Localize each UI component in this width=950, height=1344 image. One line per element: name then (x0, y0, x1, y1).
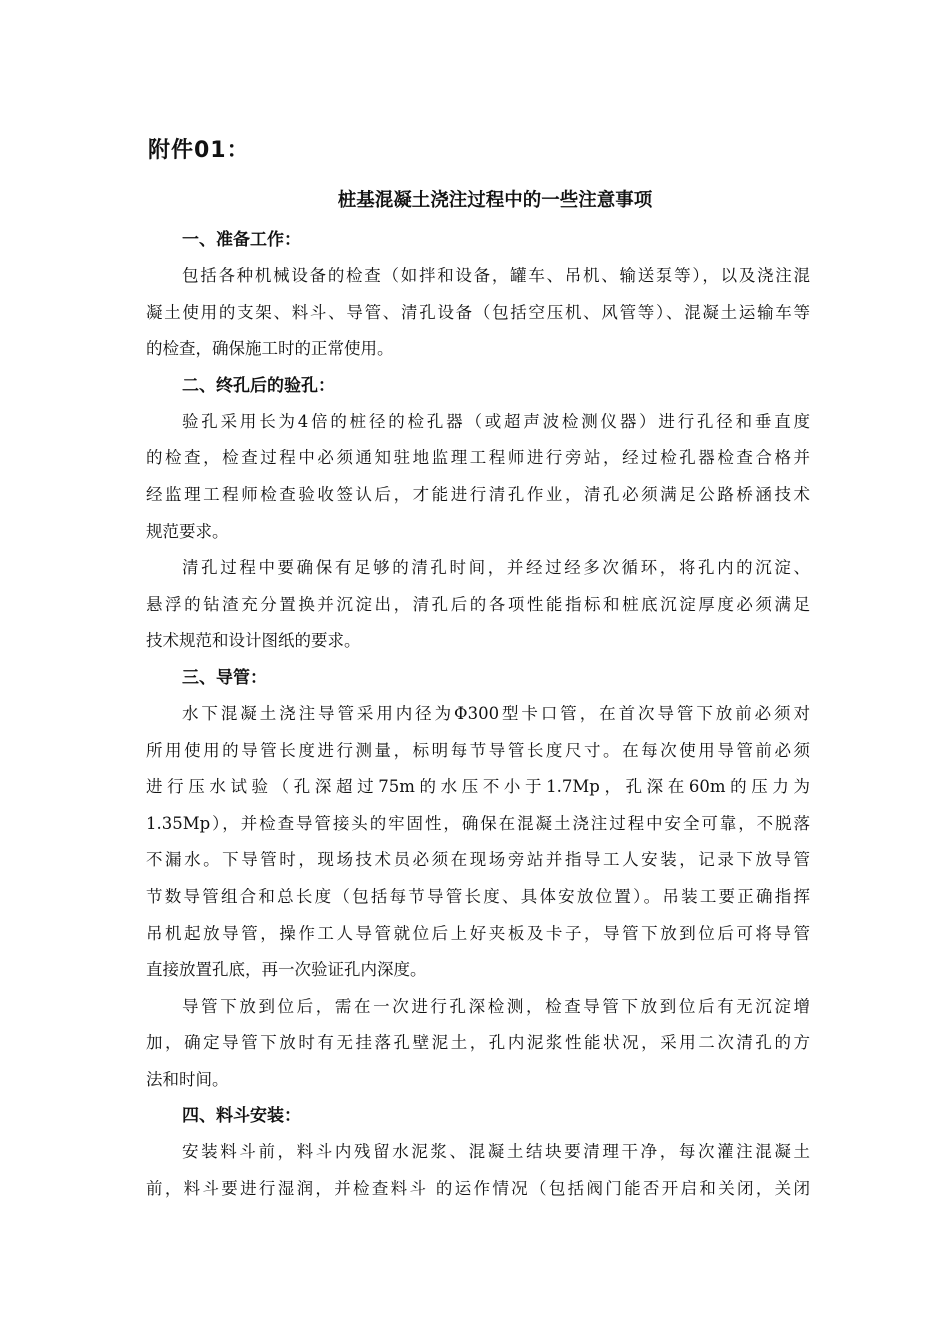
paragraph-line: 进行压水试验（孔深超过75m的水压不小于1.7Mp，孔深在60m的压力为 (146, 777, 810, 797)
paragraph-line: 包括各种机械设备的检查（如拌和设备，罐车、吊机、输送泵等），以及浇注混 (182, 266, 810, 285)
document-body (146, 222, 810, 1208)
paragraph-line: 悬浮的钻渣充分置换并沉淀出，清孔后的各项性能指标和桩底沉淀厚度必须满足 (146, 594, 810, 614)
paragraph-line: 法和时间。 (146, 1069, 229, 1089)
document-title: 桩基混凝土浇注过程中的一些注意事项 (337, 190, 653, 211)
paragraph-line: 所用使用的导管长度进行测量，标明每节导管长度尺寸。在每次使用导管前必须 (146, 740, 810, 760)
paragraph (146, 1134, 810, 1207)
paragraph-line: 水下混凝土浇注导管采用内径为Φ300型卡口管，在首次导管下放前必须对 (182, 703, 810, 723)
paragraph-line: 凝土使用的支架、料斗、导管、清孔设备（包括空压机、风管等）、混凝土运输车等 (146, 302, 810, 322)
paragraph-line: 的检查，检查过程中必须通知驻地监理工程师进行旁站，经过检孔器检查合格并 (146, 448, 810, 468)
paragraph (146, 550, 810, 660)
paragraph-line: 加，确定导管下放时有无挂落孔壁泥土，孔内泥浆性能状况，采用二次清孔的方 (146, 1033, 810, 1053)
paragraph-line: 导管下放到位后，需在一次进行孔深检测，检查导管下放到位后有无沉淀增 (182, 996, 810, 1016)
paragraph-line: 直接放置孔底，再一次验证孔内深度。 (146, 960, 427, 980)
paragraph-line: 技术规范和设计图纸的要求。 (146, 631, 361, 651)
section-heading: 一、准备工作： (182, 230, 301, 250)
paragraph-line: 清孔过程中要确保有足够的清孔时间，并经过经多次循环，将孔内的沉淀、 (182, 558, 810, 578)
paragraph (146, 258, 810, 368)
paragraph-line: 验孔采用长为4倍的桩径的检孔器（或超声波检测仪器）进行孔径和垂直度 (182, 411, 810, 431)
paragraph-line: 吊机起放导管，操作工人导管就位后上好夹板及卡子，导管下放到位后可将导管 (146, 923, 810, 943)
paragraph (146, 989, 810, 1099)
section-heading: 四、料斗安装： (182, 1106, 301, 1127)
paragraph-line: 前，料斗要进行湿润，并检查料斗 的运作情况（包括阀门能否开启和关闭，关闭 (146, 1179, 810, 1199)
section-heading: 三、导管： (182, 667, 267, 688)
attachment-label: 附件01： (148, 138, 250, 163)
section-heading: 二、终孔后的验孔： (182, 375, 335, 396)
paragraph-line: 规范要求。 (146, 521, 229, 541)
paragraph-line: 1.35Mp），并检查导管接头的牢固性，确保在混凝土浇注过程中安全可靠，不脱落 (146, 813, 810, 833)
paragraph-line: 的检查，确保施工时的正常使用。 (146, 339, 394, 359)
paragraph-line: 节数导管组合和总长度（包括每节导管长度、具体安放位置）。吊装工要正确指挥 (146, 886, 810, 906)
paragraph (146, 696, 810, 989)
paragraph-line: 经监理工程师检查验收签认后，才能进行清孔作业，清孔必须满足公路桥涵技术 (146, 484, 810, 504)
paragraph-line: 不漏水。下导管时，现场技术员必须在现场旁站并指导工人安装，记录下放导管 (146, 850, 810, 870)
paragraph (146, 404, 810, 550)
paragraph-line: 安装料斗前，料斗内残留水泥浆、混凝土结块要清理干净，每次灌注混凝土 (182, 1142, 810, 1162)
